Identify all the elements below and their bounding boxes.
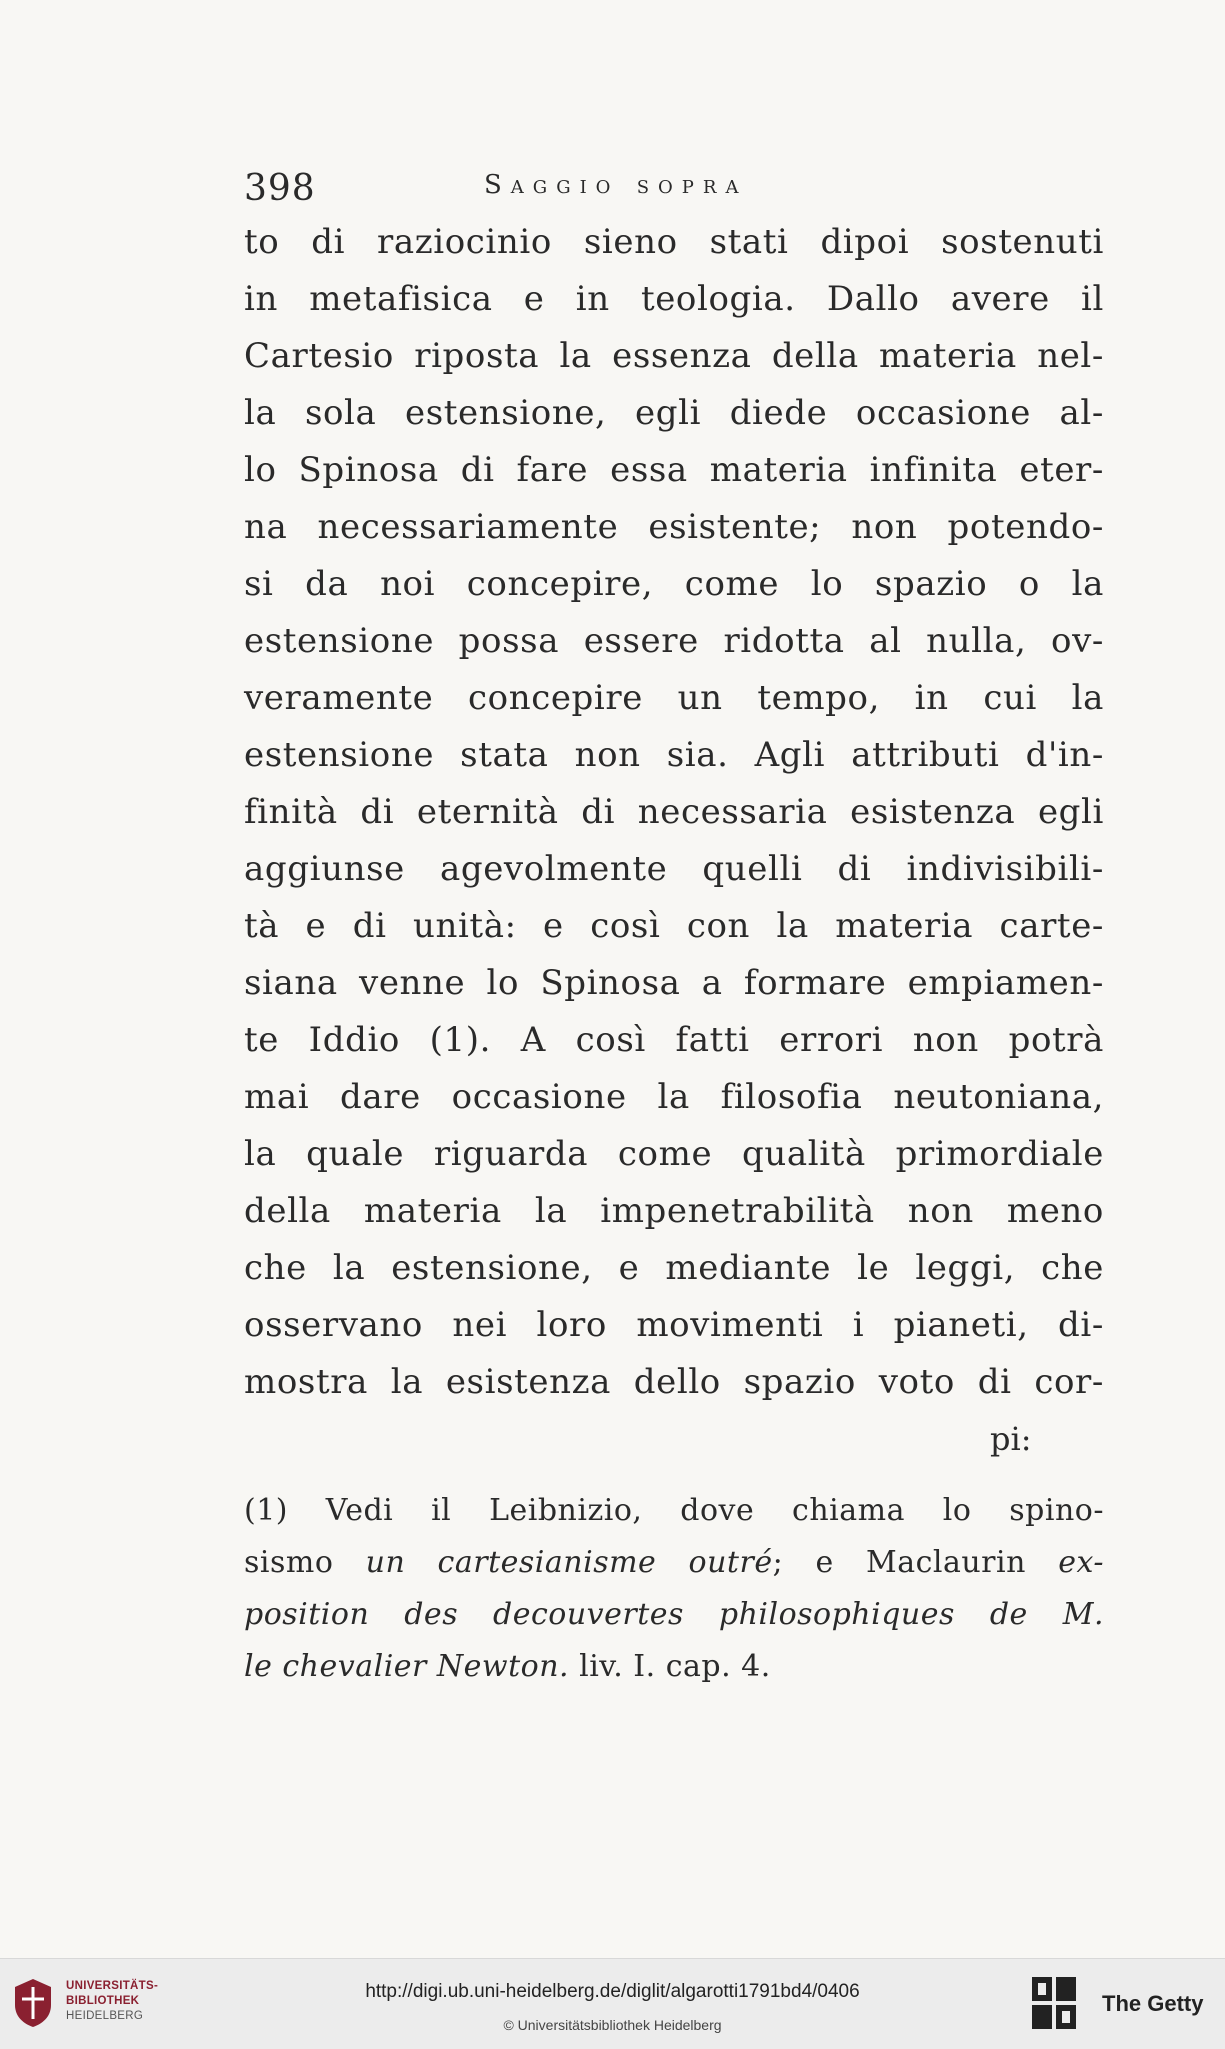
footnote-line (244, 1537, 1104, 1589)
copyright-notice: © Universitätsbibliothek Heidelberg (503, 2017, 722, 2033)
text-line: mai dare occasione la filosofia neutoniana, (244, 1077, 1104, 1117)
text-line: te Iddio (1). A così fatti errori non potrà (244, 1020, 1104, 1060)
footnote-line: (1) Vedi il Leibnizio, dove chiama lo spino- (244, 1493, 1104, 1528)
running-head: Saggio sopra (484, 170, 748, 200)
body-text (244, 214, 1104, 1411)
text-line: che la estensione, e mediante le leggi, che (244, 1248, 1104, 1288)
partner-name[interactable]: The Getty (1102, 1991, 1204, 2016)
footnote-line: position des decouvertes philosophiques de M. (244, 1597, 1104, 1632)
footnote-text: liv. I. cap. 4. (569, 1649, 771, 1684)
text-line: osservano nei loro movimenti i pianeti, di- (244, 1305, 1104, 1345)
text-line: della materia la impenetrabilità non meno (244, 1191, 1104, 1231)
library-name-line: UNIVERSITÄTS- (66, 1980, 159, 1992)
page-header (244, 168, 944, 208)
page-number: 398 (244, 168, 316, 209)
text-line: si da noi concepire, come lo spazio o la (244, 564, 1104, 604)
text-line: estensione possa essere ridotta al nulla, ov- (244, 621, 1104, 661)
footnote-italic: le chevalier Newton. (244, 1649, 570, 1684)
library-name-line: HEIDELBERG (66, 2010, 144, 2022)
footnote-italic: ex- (1058, 1545, 1104, 1580)
viewer-footer (0, 1958, 1225, 2049)
footnote-text: sismo (244, 1545, 366, 1580)
text-line: mostra la esistenza dello spazio voto di cor- (244, 1362, 1104, 1402)
footnote (244, 1485, 1104, 1693)
catchword: pi: (990, 1420, 1032, 1458)
library-name-line: BIBLIOTHEK (66, 1995, 140, 2007)
footnote-line (244, 1641, 884, 1693)
text-line: finità di eternità di necessaria esistenza egli (244, 792, 1104, 832)
text-line: la quale riguarda come qualità primordiale (244, 1134, 1104, 1174)
text-line: veramente concepire un tempo, in cui la (244, 678, 1104, 718)
text-line: to di raziocinio sieno stati dipoi sostenuti (244, 222, 1104, 262)
permalink-url[interactable]: http://digi.ub.uni-heidelberg.de/diglit/algarotti1791bd4/0406 (365, 1981, 860, 2002)
text-line: siana venne lo Spinosa a formare empiamen- (244, 963, 1104, 1003)
text-line: Cartesio riposta la essenza della materia nel- (244, 336, 1104, 376)
getty-logo-icon (1030, 1975, 1080, 2031)
text-line: aggiunse agevolmente quelli di indivisibili- (244, 849, 1104, 889)
text-line: na necessariamente esistente; non potendo- (244, 507, 1104, 547)
text-line: tà e di unità: e così con la materia carte- (244, 906, 1104, 946)
footnote-text: ; e Maclaurin (772, 1545, 1059, 1580)
footnote-italic: un cartesianisme outré (365, 1545, 773, 1580)
text-line: la sola estensione, egli diede occasione al- (244, 393, 1104, 433)
text-line: estensione stata non sia. Agli attributi d'in- (244, 735, 1104, 775)
text-line: in metafisica e in teologia. Dallo avere il (244, 279, 1104, 319)
text-line: lo Spinosa di fare essa materia infinita eter- (244, 450, 1104, 490)
